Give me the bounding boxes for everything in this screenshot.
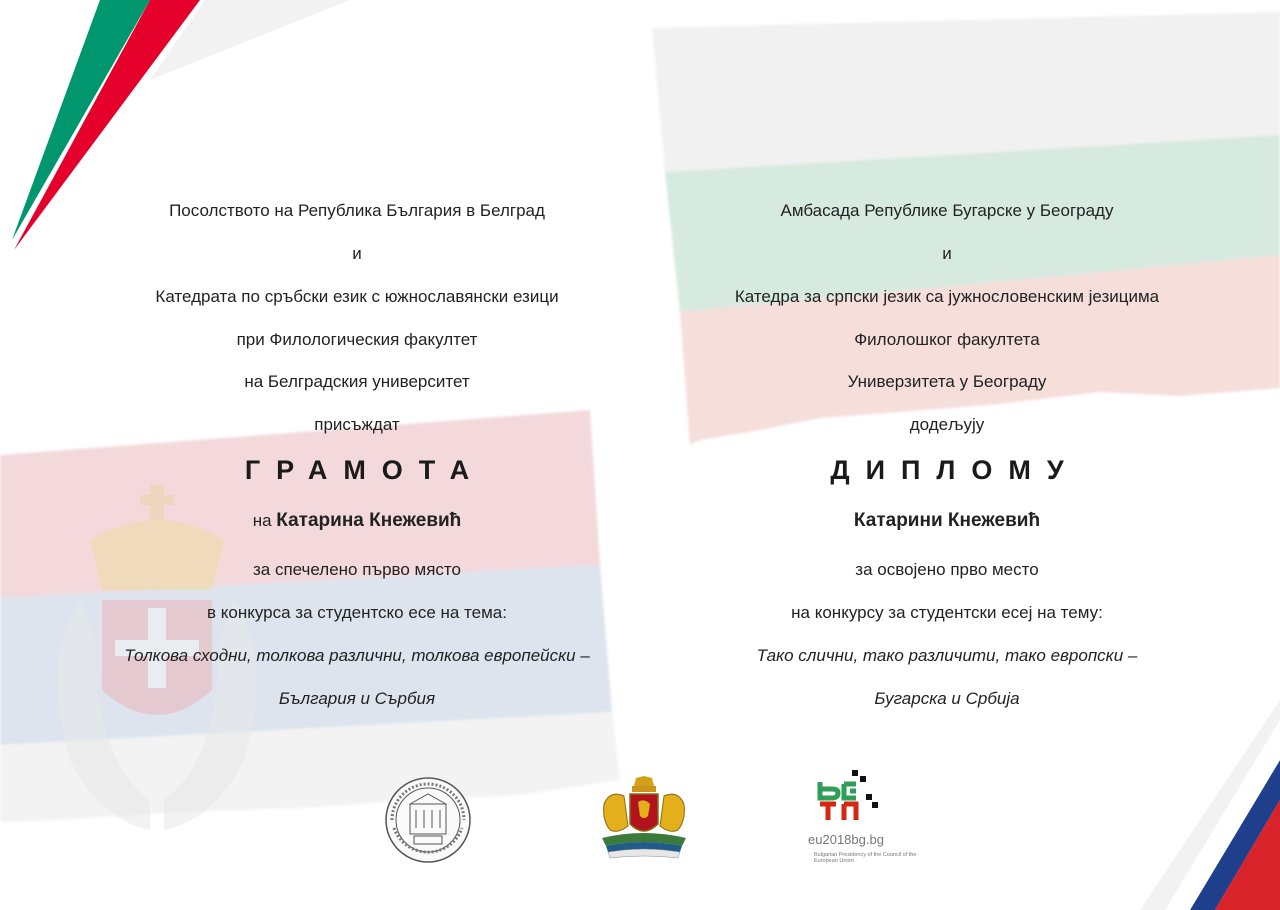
sr-topic-line-2: Бугарска и Србија [874, 689, 1020, 708]
bulgarian-coat-of-arms-icon [596, 776, 692, 860]
bg-place-line: за спечелено първо място [252, 560, 461, 579]
bg-award-verb-line: присъждат [314, 415, 400, 434]
bg-faculty-line: при Филологическия факултет [236, 330, 478, 349]
bg-document-title: ГРАМОТА [244, 455, 486, 485]
bg-recipient-name: Катарина Кнежевић [276, 510, 462, 531]
bg-topic-line-1: Толкова сходни, толкова различни, толкова европейски – [124, 646, 590, 665]
eu-presidency-logo-icon [812, 768, 882, 828]
university-seal-icon [384, 776, 472, 864]
bg-university-line: на Белградския университет [244, 372, 470, 391]
serbian-ribbon-bottom-right [1140, 700, 1280, 910]
sr-topic-line-1: Тако слични, тако различити, тако европски – [756, 646, 1138, 665]
bg-topic-line-2: България и Сърбия [278, 689, 436, 708]
sr-university-line: Универзитета у Београду [847, 372, 1047, 391]
sr-contest-line: на конкурсу за студентски есеј на тему: [791, 603, 1103, 622]
sr-faculty-line: Филолошког факултета [854, 330, 1040, 349]
sr-recipient-name: Катарини Кнежевић [853, 510, 1041, 531]
sr-place-line: за освојено прво место [855, 560, 1039, 579]
sr-embassy-line: Амбасада Републике Бугарске у Београду [780, 201, 1114, 220]
bg-embassy-line: Посолството на Република България в Белград [169, 201, 545, 220]
bg-contest-line: в конкурса за студентско есе на тема: [207, 603, 507, 622]
sr-document-title: ДИПЛОМУ [830, 455, 1080, 485]
eu-presidency-caption: eu2018bg.bg [808, 832, 884, 847]
sr-department-line: Катедра за српски језик са јужнословенским језицима [734, 287, 1160, 306]
bg-recipient-prefix: на [252, 511, 272, 530]
sr-award-verb-line: додељују [909, 415, 985, 434]
bg-recipient-line [60, 510, 654, 532]
sr-and-line: и [942, 244, 952, 263]
eu-presidency-fine-print: Bulgarian Presidency of the Council of the European Union [814, 852, 917, 864]
bg-department-line: Катедрата по сръбски език с южнославянски езици [155, 287, 559, 306]
bg-and-line: и [352, 244, 362, 263]
